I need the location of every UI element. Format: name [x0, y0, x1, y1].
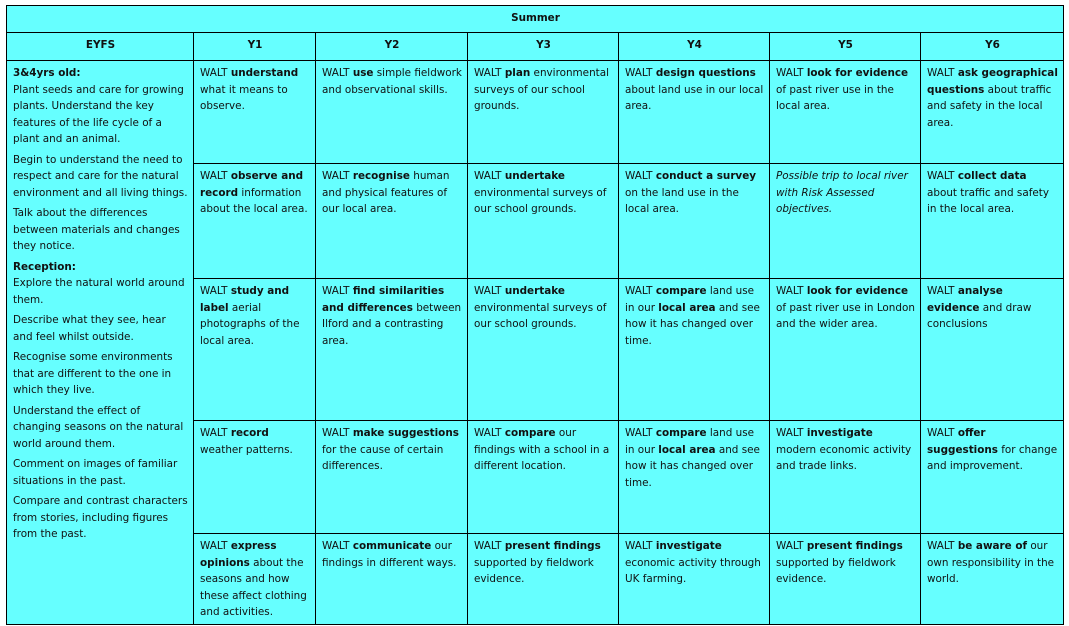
objective-cell: WALT observe and record information about the local area. — [194, 164, 316, 279]
objective-cell: WALT look for evidence of past river use in London and the wider area. — [770, 279, 921, 421]
eyfs-reception-label: Reception — [13, 260, 72, 273]
objective-cell: WALT design questions about land use in our local area. — [619, 61, 770, 164]
eyfs-item: Understand the effect of changing seasons on the natural world around them. — [13, 404, 184, 450]
eyfs-item: Plant seeds and care for growing plants. Understand the key features of the life cycle of a plant and an animal. — [13, 83, 184, 145]
objective-cell: WALT undertake environmental surveys of our school grounds. — [468, 279, 619, 421]
objective-cell: WALT be aware of our own responsibility in the world. — [921, 534, 1064, 625]
objective-cell: WALT compare land use in our local area and see how it has changed over time. — [619, 421, 770, 534]
eyfs-item: Recognise some environments that are different to the one in which they live. — [13, 351, 173, 396]
eyfs-age-label: 3&4yrs old — [13, 67, 77, 79]
header-y1: Y1 — [194, 33, 316, 61]
objective-cell: WALT collect data about traffic and safety in the local area. — [921, 164, 1064, 279]
objective-cell: WALT plan environmental surveys of our school grounds. — [468, 61, 619, 164]
header-y3: Y3 — [468, 33, 619, 61]
header-y2: Y2 — [316, 33, 468, 61]
objective-cell: WALT ask geographical questions about traffic and safety in the local area. — [921, 61, 1064, 164]
objective-cell: WALT investigate modern economic activity and trade links. — [770, 421, 921, 534]
header-y6: Y6 — [921, 33, 1064, 61]
trip-note-cell: Possible trip to local river with Risk Assessed objectives. — [770, 164, 921, 279]
objective-cell: WALT communicate our findings in different ways. — [316, 534, 468, 625]
objective-cell: WALT look for evidence of past river use in the local area. — [770, 61, 921, 164]
eyfs-item: Compare and contrast characters from stories, including figures from the past. — [13, 495, 188, 540]
objective-cell: WALT recognise human and physical features of our local area. — [316, 164, 468, 279]
objective-cell: WALT make suggestions for the cause of certain differences. — [316, 421, 468, 534]
curriculum-plan — [6, 5, 1064, 625]
objective-cell: WALT investigate economic activity through UK farming. — [619, 534, 770, 625]
eyfs-item: Talk about the differences between materials and changes they notice. — [13, 207, 180, 252]
objective-cell: WALT analyse evidence and draw conclusions — [921, 279, 1064, 421]
eyfs-item: Explore the natural world around them. — [13, 277, 185, 306]
header-y5: Y5 — [770, 33, 921, 61]
summer-plan-table — [6, 5, 1064, 625]
objective-cell: WALT find similarities and differences between Ilford and a contrasting area. — [316, 279, 468, 421]
objective-cell: WALT understand what it means to observe. — [194, 61, 316, 164]
objective-cell: WALT undertake environmental surveys of our school grounds. — [468, 164, 619, 279]
eyfs-item: Describe what they see, hear and feel whilst outside. — [13, 314, 166, 343]
term-title: Summer — [7, 6, 1064, 33]
eyfs-cell: 3&4yrs old: Plant seeds and care for growing plants. Understand the key features of the life cycle of a plant and an animal. Begin to understand the need to respect and care for the natural environment and all living things. Talk about the differences between materials and changes they notice. Reception: Explore the natural world around them. Describe what they see, hear and feel whilst outside. Recognise some environments that are different to the one in which they live. Understand the effect of changing seasons on the natural world around them. Comment on images of familiar situations in the past. Compare and contrast characters from stories, including figures from the past. — [7, 61, 194, 625]
header-eyfs: EYFS — [7, 33, 194, 61]
eyfs-item: Comment on images of familiar situations in the past. — [13, 458, 178, 487]
objective-cell: WALT offer suggestions for change and improvement. — [921, 421, 1064, 534]
header-y4: Y4 — [619, 33, 770, 61]
objective-cell: WALT conduct a survey on the land use in the local area. — [619, 164, 770, 279]
eyfs-item: Begin to understand the need to respect and care for the natural environment and all living things. — [13, 153, 188, 199]
objective-cell: WALT study and label aerial photographs of the local area. — [194, 279, 316, 421]
objective-cell: WALT record weather patterns. — [194, 421, 316, 534]
objective-cell: WALT present findings supported by fieldwork evidence. — [468, 534, 619, 625]
objective-cell: WALT compare land use in our local area and see how it has changed over time. — [619, 279, 770, 421]
objective-cell: WALT use simple fieldwork and observational skills. — [316, 61, 468, 164]
objective-cell: WALT express opinions about the seasons and how these affect clothing and activities. — [194, 534, 316, 625]
objective-cell: WALT present findings supported by fieldwork evidence. — [770, 534, 921, 625]
objective-cell: WALT compare our findings with a school in a different location. — [468, 421, 619, 534]
